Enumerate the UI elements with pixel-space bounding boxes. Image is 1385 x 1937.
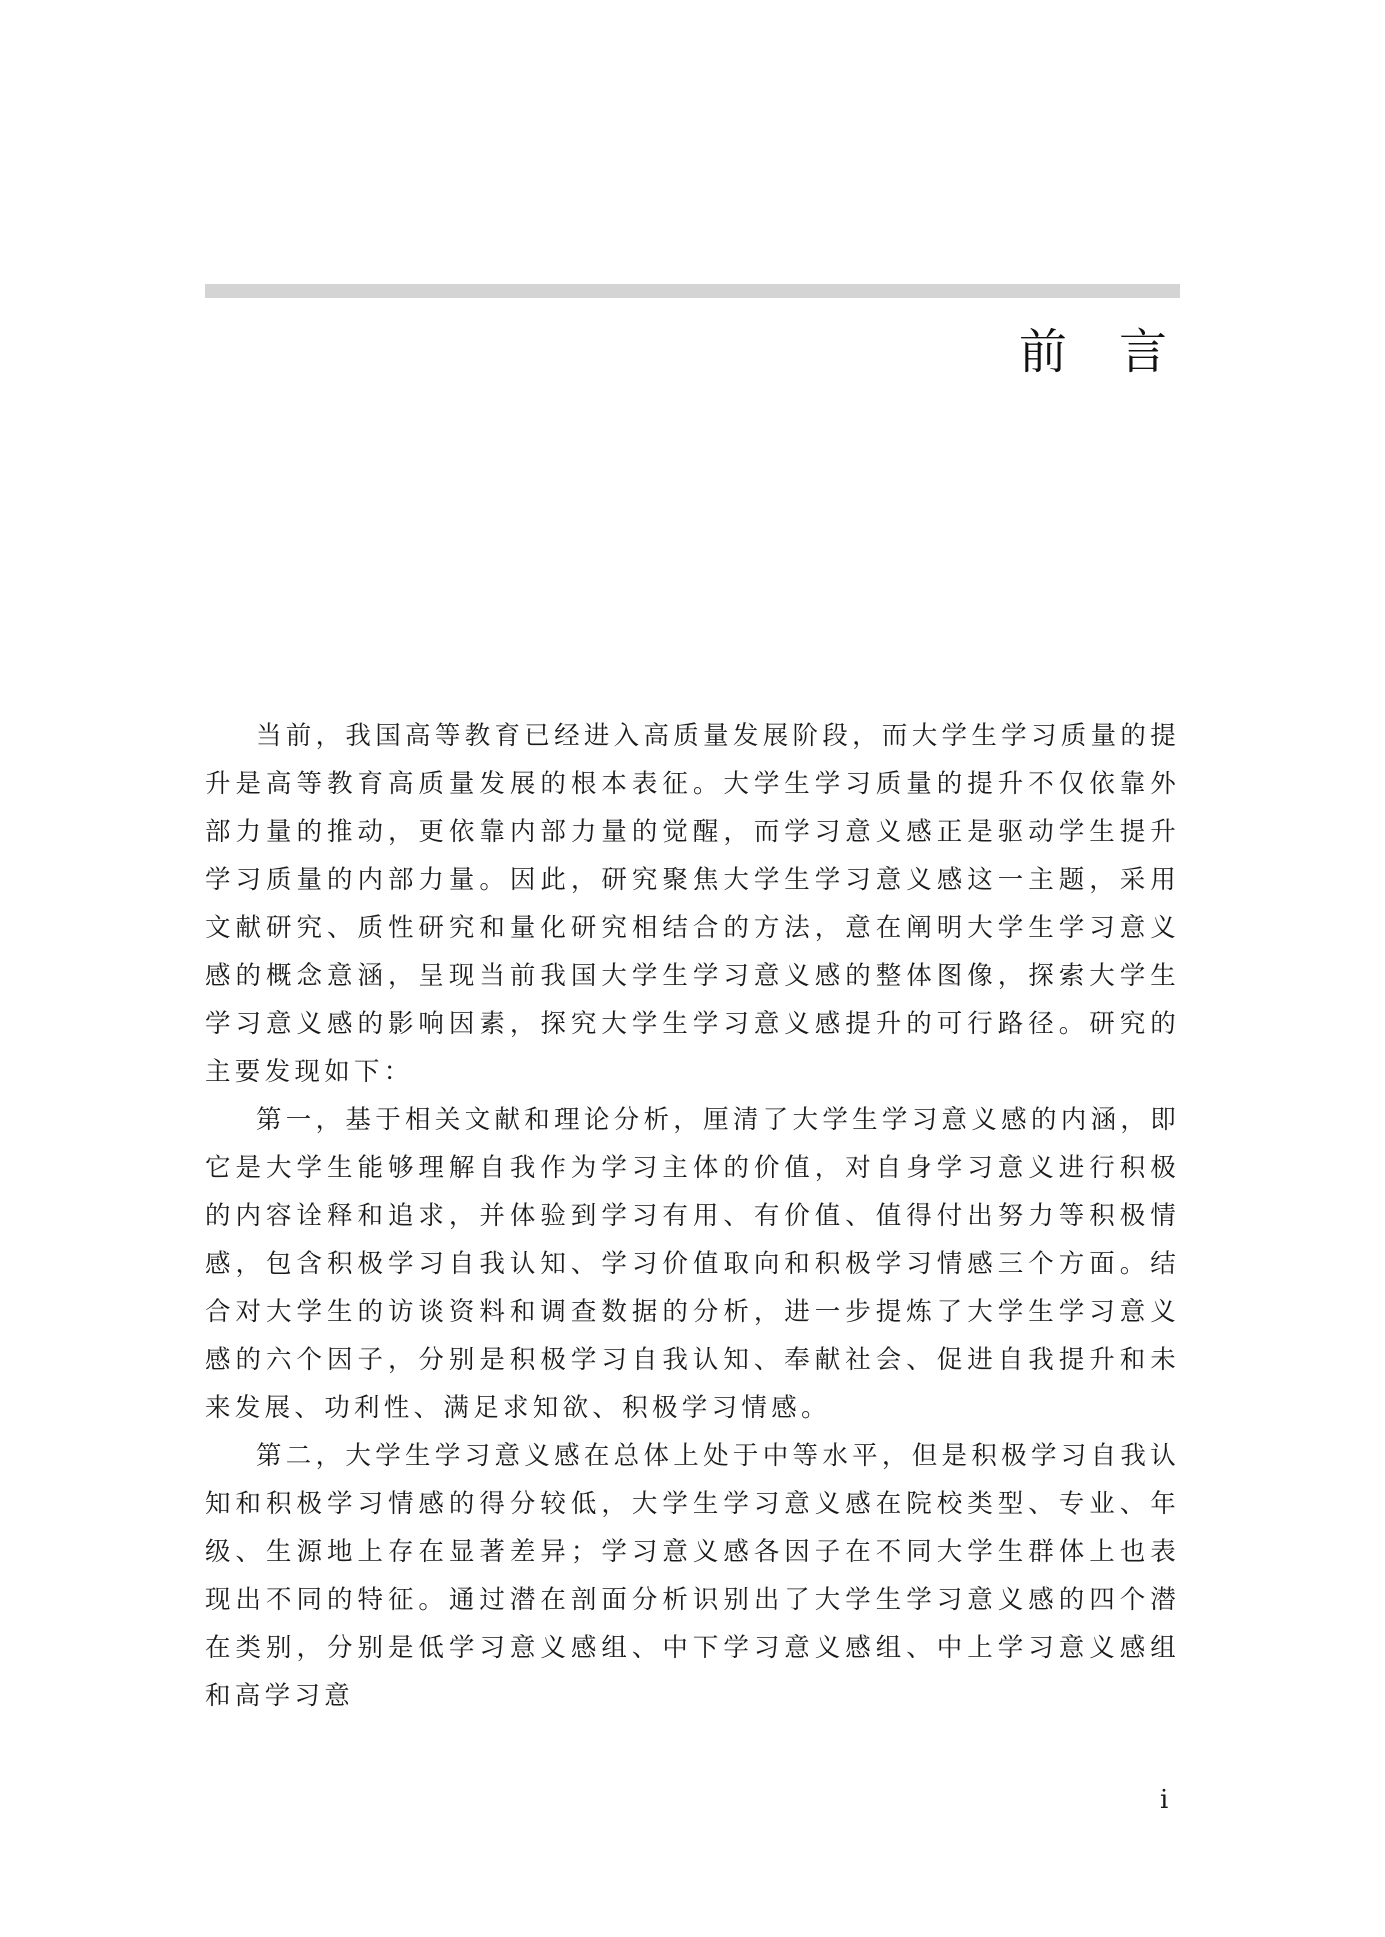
page-number: i (1160, 1785, 1169, 1815)
body-text (205, 712, 1180, 1720)
paragraph: 第二，大学生学习意义感在总体上处于中等水平，但是积极学习自我认知和积极学习情感的得分较低，大学生学习意义感在院校类型、专业、年级、生源地上存在显著差异；学习意义感各因子在不同大学生群体上也表现出不同的特征。通过潜在剖面分析识别出了大学生学习意义感的四个潜在类别，分别是低学习意义感组、中下学习意义感组、中上学习意义感组和高学习意 (205, 1441, 1180, 1711)
chapter-title: 前言 (1018, 324, 1219, 380)
chapter-header-rule (205, 284, 1180, 298)
paragraph: 当前，我国高等教育已经进入高质量发展阶段，而大学生学习质量的提升是高等教育高质量发展的根本表征。大学生学习质量的提升不仅依靠外部力量的推动，更依靠内部力量的觉醒，而学习意义感正是驱动学生提升学习质量的内部力量。因此，研究聚焦大学生学习意义感这一主题，采用文献研究、质性研究和量化研究相结合的方法，意在阐明大学生学习意义感的概念意涵，呈现当前我国大学生学习意义感的整体图像，探索大学生学习意义感的影响因素，探究大学生学习意义感提升的可行路径。研究的主要发现如下： (205, 721, 1180, 1087)
paragraph: 第一，基于相关文献和理论分析，厘清了大学生学习意义感的内涵，即它是大学生能够理解自我作为学习主体的价值，对自身学习意义进行积极的内容诠释和追求，并体验到学习有用、有价值、值得付出努力等积极情感，包含积极学习自我认知、学习价值取向和积极学习情感三个方面。结合对大学生的访谈资料和调查数据的分析，进一步提炼了大学生学习意义感的六个因子，分别是积极学习自我认知、奉献社会、促进自我提升和未来发展、功利性、满足求知欲、积极学习情感。 (205, 1105, 1180, 1423)
